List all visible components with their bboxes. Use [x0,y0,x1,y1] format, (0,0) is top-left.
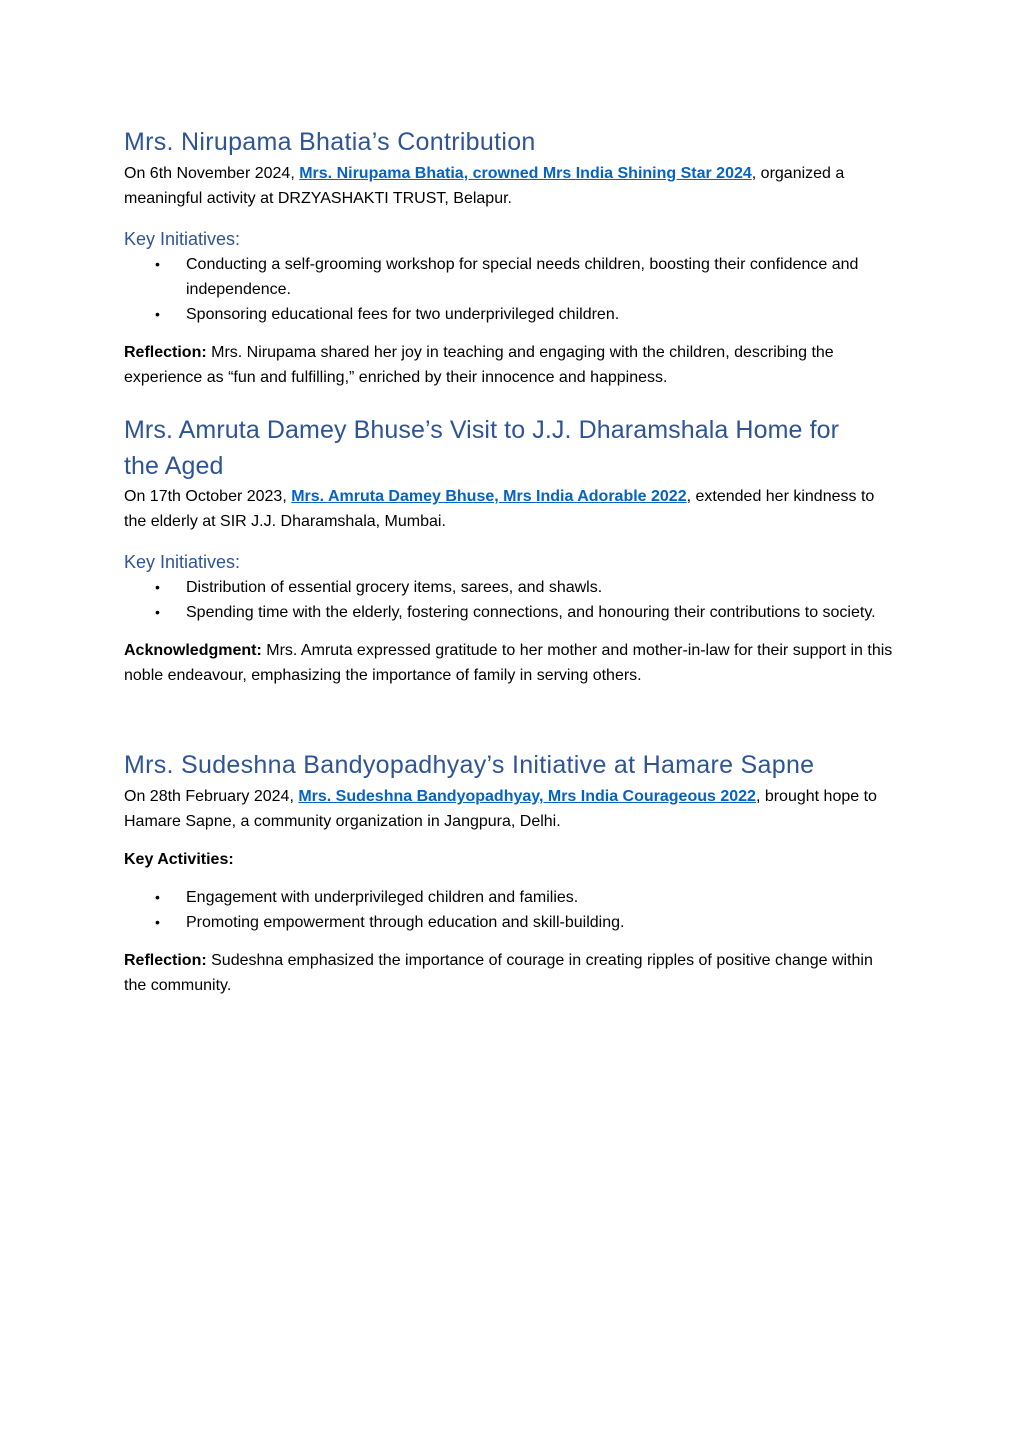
intro-text: On 6th November 2024, [124,165,300,182]
reflection-paragraph [124,948,896,998]
bullet-icon: • [155,256,160,272]
key-activities-label: Key Activities: [124,851,234,868]
key-initiatives-heading: Key Initiatives: [124,229,241,249]
profile-link[interactable]: Mrs. Amruta Damey Bhuse, Mrs India Adorable 2022 [291,488,687,505]
list-item [124,575,896,600]
list-item [124,885,896,910]
list-item-text: Conducting a self-grooming workshop for special needs children, boosting their confidence and independence. [186,256,859,298]
note-label: Acknowledgment: [124,642,262,659]
list-item-text: Engagement with underprivileged children and families. [186,889,579,906]
key-initiatives-heading: Key Initiatives: [124,552,241,572]
list-item-text: Spending time with the elderly, fostering connections, and honouring their contributions to society. [186,604,876,621]
section-title: Mrs. Nirupama Bhatia’s Contribution [124,128,536,156]
profile-link[interactable]: Mrs. Nirupama Bhatia, crowned Mrs India Shining Star 2024 [299,165,752,182]
note-text: Mrs. Nirupama shared her joy in teaching and engaging with the children, describing the experience as “fun and fulfilling,” enriched by their innocence and happiness. [124,344,834,386]
section-sudeshna [124,747,896,998]
section-nirupama [124,124,896,390]
list-item [124,910,896,935]
bullet-icon: • [155,914,160,930]
intro-text: , extended her kindness to the elderly at SIR J.J. Dharamshala, Mumbai. [124,488,875,530]
profile-link[interactable]: Mrs. Sudeshna Bandyopadhyay, Mrs India Courageous 2022 [298,788,756,805]
section-intro [124,784,896,834]
note-label: Reflection: [124,952,207,969]
intro-text: , organized a meaningful activity at DRZYASHAKTI TRUST, Belapur. [124,165,845,207]
bullet-icon: • [155,579,160,595]
bullet-icon: • [155,604,160,620]
list-item-text: Sponsoring educational fees for two underprivileged children. [186,306,620,323]
section-title: Mrs. Sudeshna Bandyopadhyay’s Initiative at Hamare Sapne [124,751,815,779]
list-item [124,302,896,327]
initiatives-list [124,252,896,327]
activities-list [124,885,896,935]
document-page [124,120,896,998]
bullet-icon: • [155,306,160,322]
intro-text: , brought hope to Hamare Sapne, a community organization in Jangpura, Delhi. [124,788,877,830]
bullet-icon: • [155,889,160,905]
acknowledgment-paragraph [124,638,896,688]
intro-text: On 17th October 2023, [124,488,292,505]
list-item-text: Promoting empowerment through education and skill-building. [186,914,625,931]
section-intro [124,161,896,211]
note-text: Sudeshna emphasized the importance of courage in creating ripples of positive change within the community. [124,952,873,994]
note-text: Mrs. Amruta expressed gratitude to her mother and mother-in-law for their support in this noble endeavour, emphasizing the importance of family in serving others. [124,642,893,684]
initiatives-list [124,575,896,625]
key-activities-heading [124,847,896,872]
section-title: Mrs. Amruta Damey Bhuse’s Visit to J.J. Dharamshala Home for the Aged [124,416,840,480]
section-intro [124,484,896,534]
intro-text: On 28th February 2024, [124,788,299,805]
list-item [124,600,896,625]
section-amruta [124,412,896,688]
list-item [124,252,896,302]
reflection-paragraph [124,340,896,390]
note-label: Reflection: [124,344,207,361]
list-item-text: Distribution of essential grocery items, sarees, and shawls. [186,579,603,596]
